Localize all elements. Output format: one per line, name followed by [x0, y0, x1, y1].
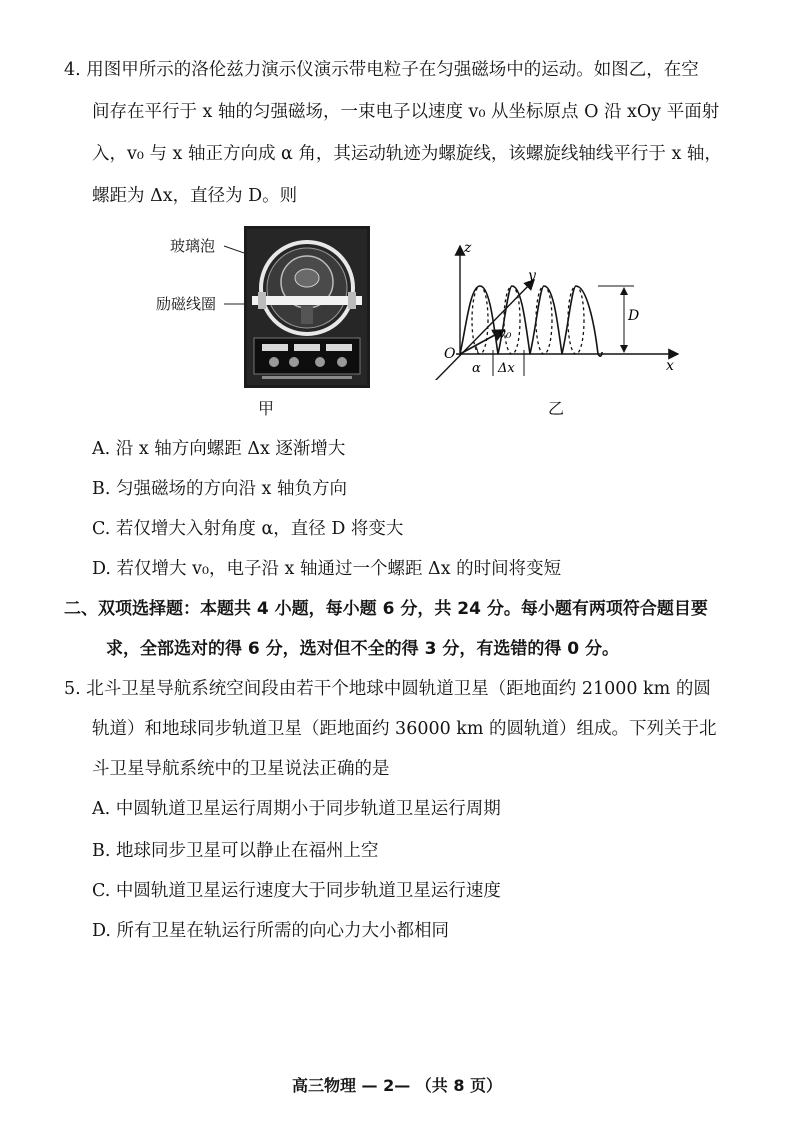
q5-stem-line-1: 5. 北斗卫星导航系统空间段由若干个地球中圆轨道卫星（距地面约 21000 km 的圆 — [64, 679, 711, 699]
x-axis-label: x — [666, 358, 674, 374]
z-axis-label: z — [464, 240, 472, 256]
pitch-label: Δx — [498, 361, 515, 376]
q5-option-c: C. 中圆轨道卫星运行速度大于同步轨道卫星运行速度 — [92, 881, 501, 901]
q4-stem-line-3: 入，v₀ 与 x 轴正方向成 α 角，其运动轨迹为螺旋线，该螺旋线轴线平行于 x 轴， — [92, 144, 722, 164]
figure-yi-caption: 乙 — [548, 399, 565, 418]
q5-stem-line-2: 轨道）和地球同步轨道卫星（距地面约 36000 km 的圆轨道）组成。下列关于北 — [92, 719, 717, 739]
q4-option-a: A. 沿 x 轴方向螺距 Δx 逐渐增大 — [92, 439, 346, 459]
velocity-label: v₀ — [498, 326, 512, 342]
q5-option-a: A. 中圆轨道卫星运行周期小于同步轨道卫星运行周期 — [92, 799, 501, 819]
y-axis-label: y — [528, 268, 536, 284]
q5-stem-line-3: 斗卫星导航系统中的卫星说法正确的是 — [92, 759, 390, 779]
q4-option-c: C. 若仅增大入射角度 α，直径 D 将变大 — [92, 519, 404, 539]
q4-stem-line-4: 螺距为 Δx，直径为 D。则 — [92, 186, 298, 206]
angle-label: α — [472, 361, 481, 376]
section-2-header-line-1: 二、双项选择题：本题共 4 小题，每小题 6 分，共 24 分。每小题有两项符合题目要 — [64, 599, 708, 619]
lorentz-apparatus-image — [244, 226, 370, 388]
origin-label: O — [444, 346, 456, 362]
q5-option-d: D. 所有卫星在轨运行所需的向心力大小都相同 — [92, 921, 450, 941]
q4-stem-line-1: 4. 用图甲所示的洛伦兹力演示仪演示带电粒子在匀强磁场中的运动。如图乙，在空 — [64, 60, 699, 80]
diameter-label: D — [628, 308, 640, 324]
section-2-header-line-2: 求，全部选对的得 6 分，选对但不全的得 3 分，有选错的得 0 分。 — [106, 639, 619, 659]
q4-option-b: B. 匀强磁场的方向沿 x 轴负方向 — [92, 479, 347, 499]
page-footer: 高三物理 — 2— （共 8 页） — [291, 1076, 503, 1095]
label-excitation-coil: 励磁线圈 — [156, 295, 217, 313]
q5-option-b: B. 地球同步卫星可以静止在福州上空 — [92, 841, 379, 861]
label-glass-bulb: 玻璃泡 — [170, 237, 216, 255]
helix-trajectory-diagram — [428, 238, 686, 380]
q4-stem-line-2: 间存在平行于 x 轴的匀强磁场，一束电子以速度 v₀ 从坐标原点 O 沿 xOy 平面射 — [92, 102, 720, 122]
q4-option-d: D. 若仅增大 v₀，电子沿 x 轴通过一个螺距 Δx 的时间将变短 — [92, 559, 562, 579]
figure-jia-caption: 甲 — [258, 399, 275, 418]
